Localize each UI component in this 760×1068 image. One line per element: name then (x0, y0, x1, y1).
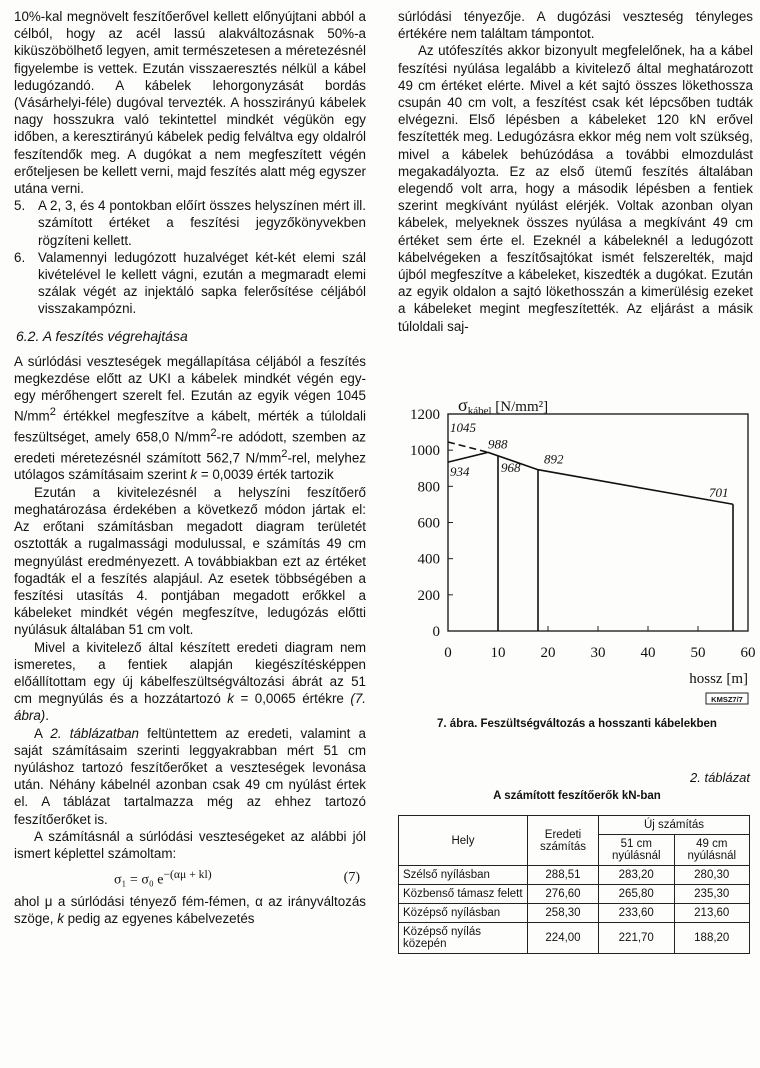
right-paragraph: Az utófeszítés akkor bizonyult megfelelőnek, ha a kábel feszítési nyúlása legalább a kivitelező által meghatározott 49 cm értéket elérte. Mivel a két sajtó összes lökethossza csupán 40 cm volt, a feszítést csak két lépcsőben tudták elvégezni. Első lépésben a kábeleket 120 kN erővel feszítették meg. Ledugózásra ekkor még nem volt szükség, mivel a kábelek behúzódása a további elmozdulást megakadályozta. Ez az első ütemű feszítés általában elegendő volt arra, hogy a második lépésben a fentiek szerint megkívánt nyúlást elérjék. Voltak azonban olyan kábelek, melyeknek összes nyúlása a megkívánt 49 cm értéket sem érte el. Ezeknél a kábeleknél a ledugózott kábelvégeken a feszítősajtókat ismét felszerelték, majd újból megfeszítve a kábeleket, kiszedték a dugókat. Ezután az egyik oldalon a sajtó lökethosszán a kimerülésig ezeket a kábeleket megint megfeszítették. Az eljárást a másik túloldali saj- (398, 43, 753, 334)
y-tick-label: 1000 (410, 443, 440, 460)
y-tick-label: 1200 (410, 407, 440, 423)
table-row (399, 904, 750, 923)
point-number: 6. (14, 249, 26, 265)
section-heading: 6.2. A feszítés végrehajtása (16, 327, 188, 344)
y-tick-label: 0 (432, 624, 440, 640)
cell-location: Szélső nyílásban (399, 866, 528, 885)
stamp-text: KMSZ7/7 (711, 695, 743, 704)
header-51cm: 51 cm nyúlásnál (599, 835, 675, 866)
cell-value: 276,60 (528, 885, 599, 904)
y-tick-label: 600 (417, 515, 440, 532)
x-tick-label: 0 (444, 645, 452, 661)
y-tick-label: 400 (417, 551, 440, 568)
cell-value: 233,60 (599, 904, 675, 923)
stress-chart (398, 392, 760, 712)
data-label: 934 (450, 464, 470, 480)
x-tick-label: 20 (540, 645, 556, 661)
header-eredeti: Eredeti számítás (528, 816, 599, 866)
figure-caption: 7. ábra. Feszültségváltozás a hosszanti kábelekben (437, 718, 717, 730)
paragraph-formula-intro: A számításnál a súrlódási veszteségeket az alábbi jól ismert képlettel számoltam: (14, 828, 366, 861)
chart-svg (398, 392, 760, 712)
data-label: 1045 (450, 420, 476, 436)
left-column (14, 8, 366, 927)
x-tick-label: 40 (640, 645, 656, 661)
x-tick-label: 50 (690, 645, 706, 661)
data-label: 701 (709, 485, 729, 501)
forces-table (398, 815, 750, 954)
right-column (398, 8, 753, 335)
header-49cm: 49 cm nyúlásnál (674, 835, 750, 866)
x-tick-label: 10 (490, 645, 506, 661)
table-row (399, 923, 750, 954)
y-tick-label: 800 (417, 479, 440, 496)
point-text: Valamennyi ledugózott huzalvéget két-két elemi szál kivételével le kellett vágni, ezután a megmaradt elemi szálak végét az injektáló sapka felerősítése céljából visszakampózni. (38, 249, 366, 317)
table-number: 2. táblázat (690, 770, 750, 785)
table-title: A számított feszítőerők kN-ban (493, 790, 661, 802)
table-header-row (399, 816, 750, 835)
cell-value: 235,30 (674, 885, 750, 904)
right-paragraph: súrlódási tényezője. A dugózási veszteség tényleges értékére nem találtam támpontot. (398, 9, 753, 42)
y-axis-label: σkábel [N/mm²] (458, 395, 549, 417)
cell-value: 224,00 (528, 923, 599, 954)
cell-value: 213,60 (674, 904, 750, 923)
cell-value: 288,51 (528, 866, 599, 885)
table-row (399, 866, 750, 885)
cell-value: 258,30 (528, 904, 599, 923)
x-axis-label: hossz [m] (689, 671, 748, 687)
cell-location: Közbenső támasz felett (399, 885, 528, 904)
paragraph-where: ahol μ a súrlódási tényező fém-fémen, α az irányváltozás szöge, k pedig az egyenes kábelvezetés (14, 894, 366, 927)
cell-value: 265,80 (599, 885, 675, 904)
data-label: 892 (544, 451, 564, 467)
cell-value: 283,20 (599, 866, 675, 885)
paragraph-friction: A súrlódási veszteségek megállapítása céljából a feszítés megkezdése előtt az UKI a kábelek mindkét végén egy-egy mérőhengert szerelt fel. Ezután az egyik végen 1045 $N/mm^2$ értékkel megfeszítve a kábelt, mérték a túloldali feszültséget, amely 658,0 $N/mm^2-re$ adódott, szemben az eredeti méretezésnél számított 562,7 $N/mm^2$-rel, melyhez utólagos számításaim szerint k = 0,0039 érték tartozik (14, 353, 366, 483)
data-label: 968 (501, 459, 521, 475)
table-row (399, 885, 750, 904)
dashed-series-line (448, 442, 488, 452)
intro-paragraph: 10%-kal megnövelt feszítőerővel kellett előnyújtani abból a célból, hogy az acél lassú alakváltozásnak 50%-a kiküszöbölhető legyen, amit természetesen a méretezésnél figyelembe is vettek. Ezután visszaeresztés nélkül a kábel ledugózandó. A kábelek lehorgonyzását bordás (Vásárhelyi-féle) dugóval tervezték. A hosszirányú kábelek nagy hosszukra való tekintettel mindkét végükön egy időben, a keresztirányú kábelek pedig felváltva egy oldalról feszítendők meg. A dugókat a nem megfeszített végén erőteljesen be kellett verni, majd feszítés alatt még egyszer utána verni. (14, 9, 366, 197)
cell-location: Középső nyílás közepén (399, 923, 528, 954)
point-item (14, 249, 366, 318)
point-number: 5. (14, 198, 26, 214)
point-text: A 2, 3, és 4 pontokban előírt összes helyszínen mért ill. számított értéket a feszítési jegyzőkönyvekben rögzíteni kellett. (38, 198, 366, 248)
equation-number: (7) (343, 869, 360, 885)
x-tick-label: 60 (740, 645, 756, 661)
y-tick-label: 200 (417, 587, 440, 604)
cell-value: 280,30 (674, 866, 750, 885)
paragraph-table-ref: A 2. táblázatban feltüntettem az eredeti, valamint a saját számításaim szerinti leggyakrabban mért 51 cm nyúláshoz tartozó feszítőerőket a veszteségek levonása után. Néhány kábelnél azonban csak 49 cm nyúlást értek el. A táblázat tartalmazza még az ehhez tartozó feszítőerőket is. (14, 725, 367, 827)
numbered-points (14, 197, 366, 317)
cell-value: 188,20 (674, 923, 750, 954)
stress-series-line (448, 452, 733, 504)
header-uj: Új számítás (599, 816, 750, 835)
header-hely: Hely (399, 816, 528, 866)
cell-value: 221,70 (599, 923, 675, 954)
cell-location: Középső nyílásban (399, 904, 528, 923)
paragraph-new-diagram: Mivel a kivitelező által készített eredeti diagram nem ismeretes, a fentiek alapján kiegészítésképpen előállítottam egy új kábelfeszültségváltozási ábrát az 51 cm megnyúlás és a hozzátartozó k = 0,0065 értékre (7. ábra). (14, 639, 367, 724)
x-tick-label: 30 (590, 645, 606, 661)
equation-body: σ₁ = σ₀ $e^{-(\alpha\mu + kl)}$ (114, 868, 212, 888)
equation (14, 862, 366, 893)
paragraph-contractor: Ezután a kivitelezésnél a helyszíni feszítőerő meghatározása érdekében a következő módon jártak el: Az erőtani számításban megadott diagram területét osztották a rugalmassági modulussal, e számítás 49 cm megnyúlást eredményezett. A továbbiakban ezt az értéket fogadták el a feszítés alapjául. Az esetek többségében a feszítési utasítás 4. pontjában megadott erőkkel a kábeleket mindkét végén megfeszítve, ledugózás előtti nyúlásuk általában 51 cm volt. (14, 484, 366, 638)
data-label: 988 (488, 436, 508, 452)
point-item (14, 197, 366, 249)
